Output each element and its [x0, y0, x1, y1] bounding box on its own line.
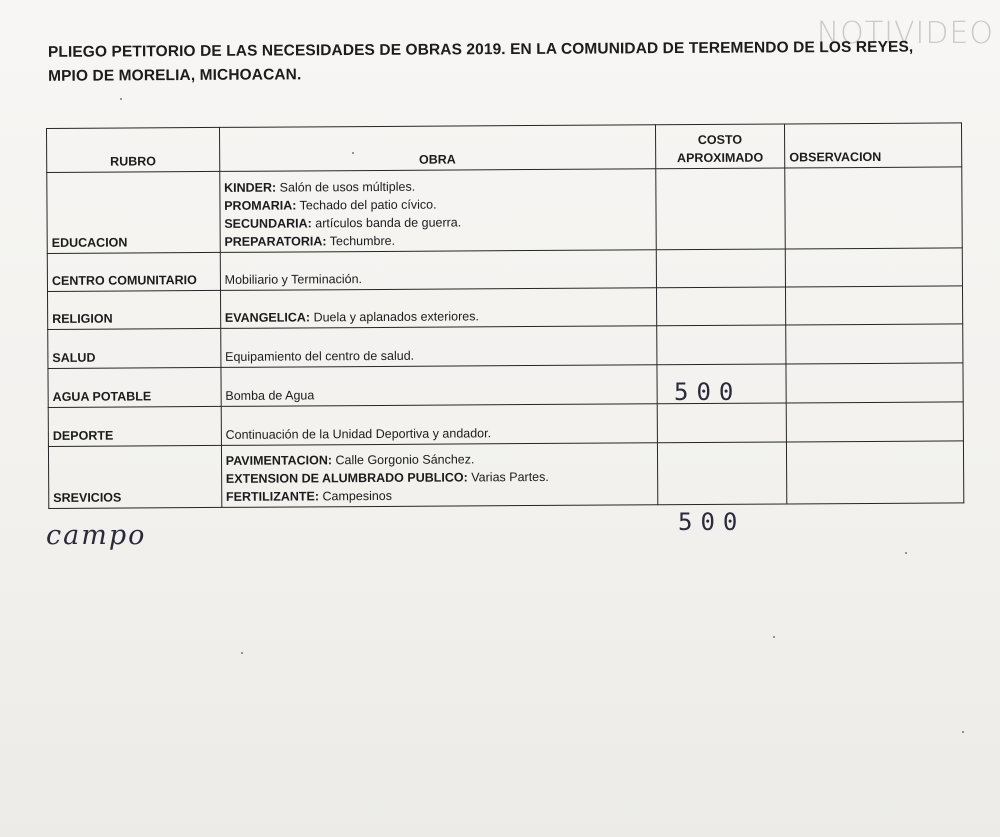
- observacion-cell: [787, 441, 964, 504]
- rubro-cell: SREVICIOS: [48, 445, 221, 508]
- obra-line: [225, 384, 652, 405]
- obra-text: Mobiliario y Terminación.: [224, 272, 363, 287]
- table-row: [47, 167, 962, 254]
- costo-cell: [656, 287, 786, 326]
- observacion-cell: [786, 324, 963, 364]
- obra-cell: [220, 326, 656, 368]
- costo-cell: [655, 168, 785, 250]
- obra-text: Varias Partes.: [467, 469, 549, 485]
- obra-text: Equipamiento del centro de salud.: [225, 348, 415, 364]
- table-row: [48, 324, 963, 369]
- obra-text: Techumbre.: [326, 233, 396, 249]
- observacion-cell: [785, 248, 962, 287]
- obra-line: [225, 268, 652, 289]
- document-title: [48, 35, 978, 89]
- paper-speck: [241, 652, 243, 654]
- obra-label: FERTILIZANTE:: [225, 489, 320, 504]
- obra-line: [226, 423, 653, 444]
- rubro-cell: RELIGION: [47, 290, 220, 329]
- paper-speck: [120, 98, 122, 100]
- obra-text: Bomba de Agua: [225, 388, 315, 403]
- costo-cell: [656, 325, 786, 365]
- petition-table: [46, 122, 964, 509]
- watermark-logo: NOTIVIDEO: [816, 16, 994, 51]
- obra-line: [224, 230, 651, 251]
- observacion-cell: [786, 286, 963, 325]
- header-rubro: RUBRO: [47, 127, 220, 172]
- header-observacion: OBSERVACION: [785, 123, 962, 168]
- header-obra: OBRA: [219, 125, 655, 172]
- header-costo: [655, 124, 785, 169]
- obra-text: artículos banda de guerra.: [311, 215, 462, 231]
- obra-text: Techado del patio cívico.: [296, 197, 437, 213]
- paper-speck: [773, 636, 775, 638]
- title-line-2: MPIO DE MORELIA, MICHOACAN.: [48, 66, 302, 85]
- handwritten-cost-agua: 500: [674, 378, 742, 406]
- obra-label: PAVIMENTACION:: [225, 453, 333, 468]
- header-costo-line-2: APROXIMADO: [676, 150, 764, 166]
- rubro-cell: AGUA POTABLE: [48, 367, 221, 407]
- obra-text: Duela y aplanados exteriores.: [310, 309, 479, 325]
- handwritten-total: 500: [678, 508, 746, 536]
- obra-label: EVANGELICA:: [224, 310, 311, 325]
- obra-line: [225, 345, 652, 366]
- observacion-cell: [785, 167, 962, 249]
- header-costo-line-1: COSTO: [697, 132, 743, 148]
- costo-cell: [657, 442, 787, 505]
- obra-label: PROMARIA:: [224, 198, 297, 213]
- obra-cell: [219, 169, 655, 253]
- obra-text: Continuación de la Unidad Deportiva y andador.: [225, 426, 492, 442]
- table-row: [47, 286, 962, 330]
- obra-cell: [220, 288, 656, 329]
- observacion-cell: [786, 402, 963, 442]
- table-row: [48, 402, 963, 447]
- table-row: [47, 248, 962, 292]
- obra-text: Calle Gorgonio Sánchez.: [331, 452, 475, 468]
- table-row: [48, 363, 963, 408]
- obra-cell: [220, 250, 656, 291]
- costo-cell: [656, 249, 786, 288]
- rubro-cell: CENTRO COMUNITARIO: [47, 252, 220, 291]
- observacion-cell: [786, 363, 963, 403]
- rubro-cell: DEPORTE: [48, 406, 221, 446]
- handwritten-note-campo: campo: [46, 520, 147, 551]
- table-header-row: [47, 123, 962, 173]
- obra-text: Salón de usos múltiples.: [276, 179, 416, 195]
- title-line-1: PLIEGO PETITORIO DE LAS NECESIDADES DE OBRAS 2019. EN LA COMUNIDAD DE TEREMENDO DE LOS REYES,: [47, 38, 914, 61]
- obra-label: PREPARATORIA:: [224, 234, 327, 249]
- obra-label: KINDER:: [224, 180, 277, 195]
- paper-speck: [352, 152, 354, 154]
- obra-cell: [221, 404, 657, 446]
- obra-cell: [221, 443, 657, 508]
- obra-line: [226, 485, 653, 506]
- rubro-cell: SALUD: [48, 328, 221, 368]
- table-row: [48, 441, 963, 509]
- obra-label: SECUNDARIA:: [224, 216, 312, 231]
- obra-text: Campesinos: [318, 488, 393, 504]
- paper-speck: [905, 552, 907, 554]
- paper-speck: [962, 731, 964, 733]
- rubro-cell: EDUCACION: [47, 171, 220, 253]
- obra-line: [225, 306, 652, 327]
- obra-label: EXTENSION DE ALUMBRADO PUBLICO:: [225, 470, 468, 486]
- obra-cell: [221, 365, 657, 407]
- costo-cell: [657, 403, 787, 443]
